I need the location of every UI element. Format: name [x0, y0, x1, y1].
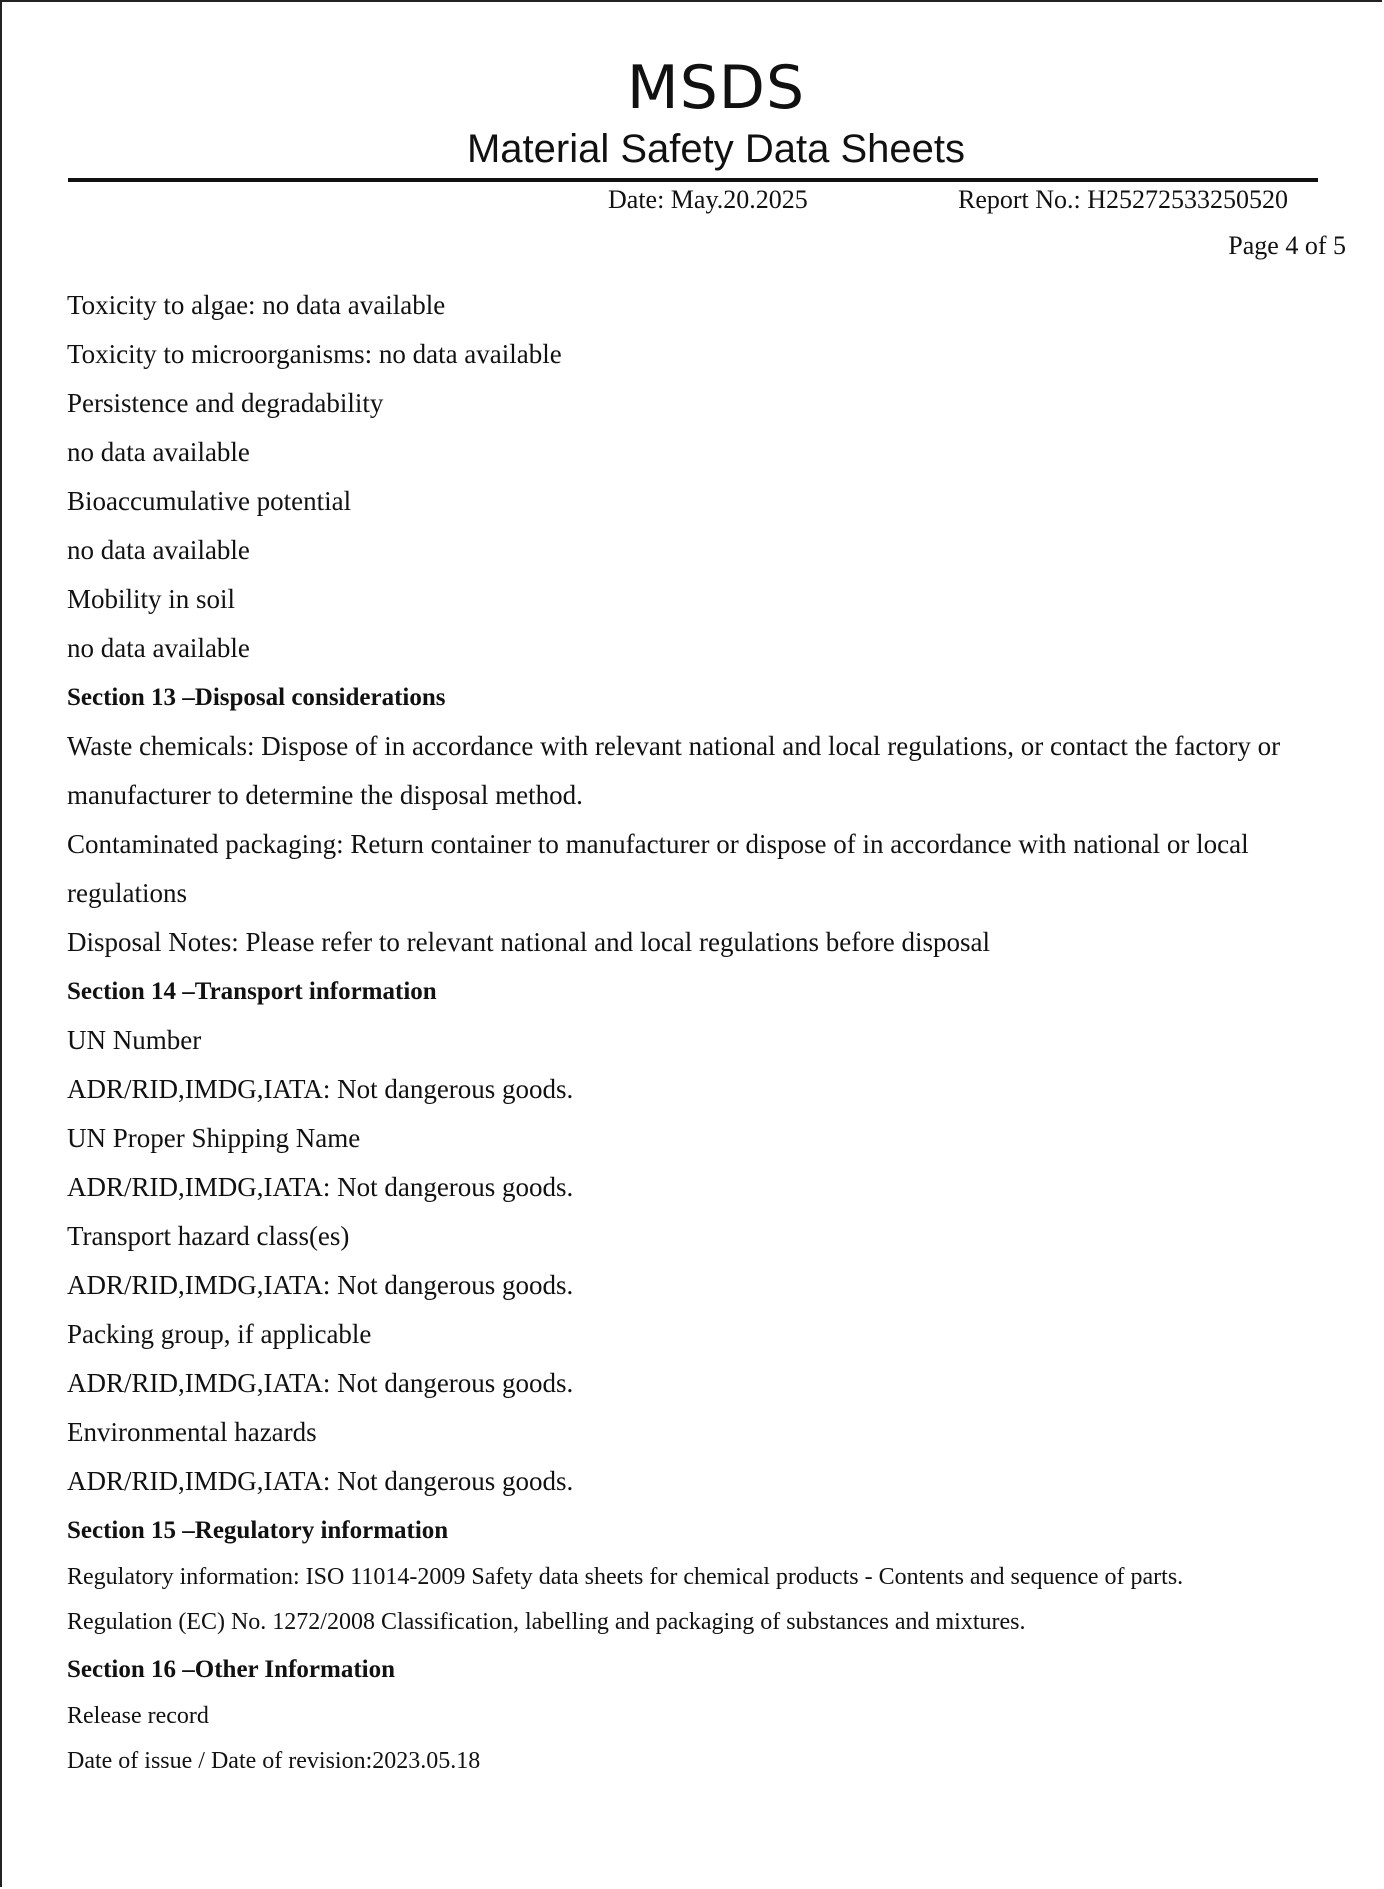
text-line: ADR/RID,IMDG,IATA: Not dangerous goods. [67, 1466, 574, 1496]
section-14 [67, 967, 1357, 1506]
report-date: Date: May.20.2025 [608, 185, 808, 214]
text-line: ADR/RID,IMDG,IATA: Not dangerous goods. [67, 1074, 574, 1104]
section-heading: Section 14 –Transport information [67, 978, 437, 1005]
document-subtitle: Material Safety Data Sheets [466, 127, 966, 171]
section-13 [67, 673, 1357, 967]
section-15 [67, 1506, 1357, 1645]
subheading-line: Mobility in soil [67, 584, 236, 614]
document-body [67, 281, 1357, 1784]
text-line: Release record [67, 1703, 209, 1729]
text-line: Date of issue / Date of revision:2023.05.18 [67, 1748, 481, 1774]
text-line: Regulatory information: ISO 11014-2009 Safety data sheets for chemical products - Contents and sequence of parts. [67, 1564, 1184, 1590]
header-divider [68, 178, 1318, 182]
section-16 [67, 1645, 1357, 1784]
text-line: Toxicity to algae: no data available [67, 290, 446, 320]
document-title: MSDS [626, 53, 806, 123]
subheading-line: Environmental hazards [67, 1417, 317, 1447]
report-number: Report No.: H25272533250520 [958, 185, 1289, 214]
section-12-continued [67, 281, 1357, 673]
text-line: no data available [67, 437, 250, 467]
subheading-line: Bioaccumulative potential [67, 486, 352, 516]
text-line: ADR/RID,IMDG,IATA: Not dangerous goods. [67, 1270, 574, 1300]
subheading-line: Packing group, if applicable [67, 1319, 372, 1349]
text-line: ADR/RID,IMDG,IATA: Not dangerous goods. [67, 1172, 574, 1202]
subheading-line: UN Number [67, 1025, 202, 1055]
text-line: no data available [67, 535, 250, 565]
text-line: Toxicity to microorganisms: no data available [67, 339, 562, 369]
text-line: Disposal Notes: Please refer to relevant national and local regulations before disposal [67, 927, 990, 957]
text-line: Contaminated packaging: Return container to manufacturer or dispose of in accordance with national or local [67, 829, 1249, 859]
text-line: manufacturer to determine the disposal method. [67, 780, 583, 810]
section-heading: Section 13 –Disposal considerations [67, 684, 446, 711]
page-number: Page 4 of 5 [1228, 231, 1346, 260]
text-line: regulations [67, 878, 187, 908]
subheading-line: Transport hazard class(es) [67, 1221, 350, 1251]
section-heading: Section 16 –Other Information [67, 1656, 395, 1683]
text-line: Waste chemicals: Dispose of in accordance with relevant national and local regulations, or contact the factory or [67, 731, 1281, 761]
text-line: no data available [67, 633, 250, 663]
subheading-line: UN Proper Shipping Name [67, 1123, 361, 1153]
text-line: Regulation (EC) No. 1272/2008 Classification, labelling and packaging of substances and mixtures. [67, 1609, 1026, 1635]
subheading-line: Persistence and degradability [67, 388, 384, 418]
text-line: ADR/RID,IMDG,IATA: Not dangerous goods. [67, 1368, 574, 1398]
section-heading: Section 15 –Regulatory information [67, 1517, 449, 1544]
